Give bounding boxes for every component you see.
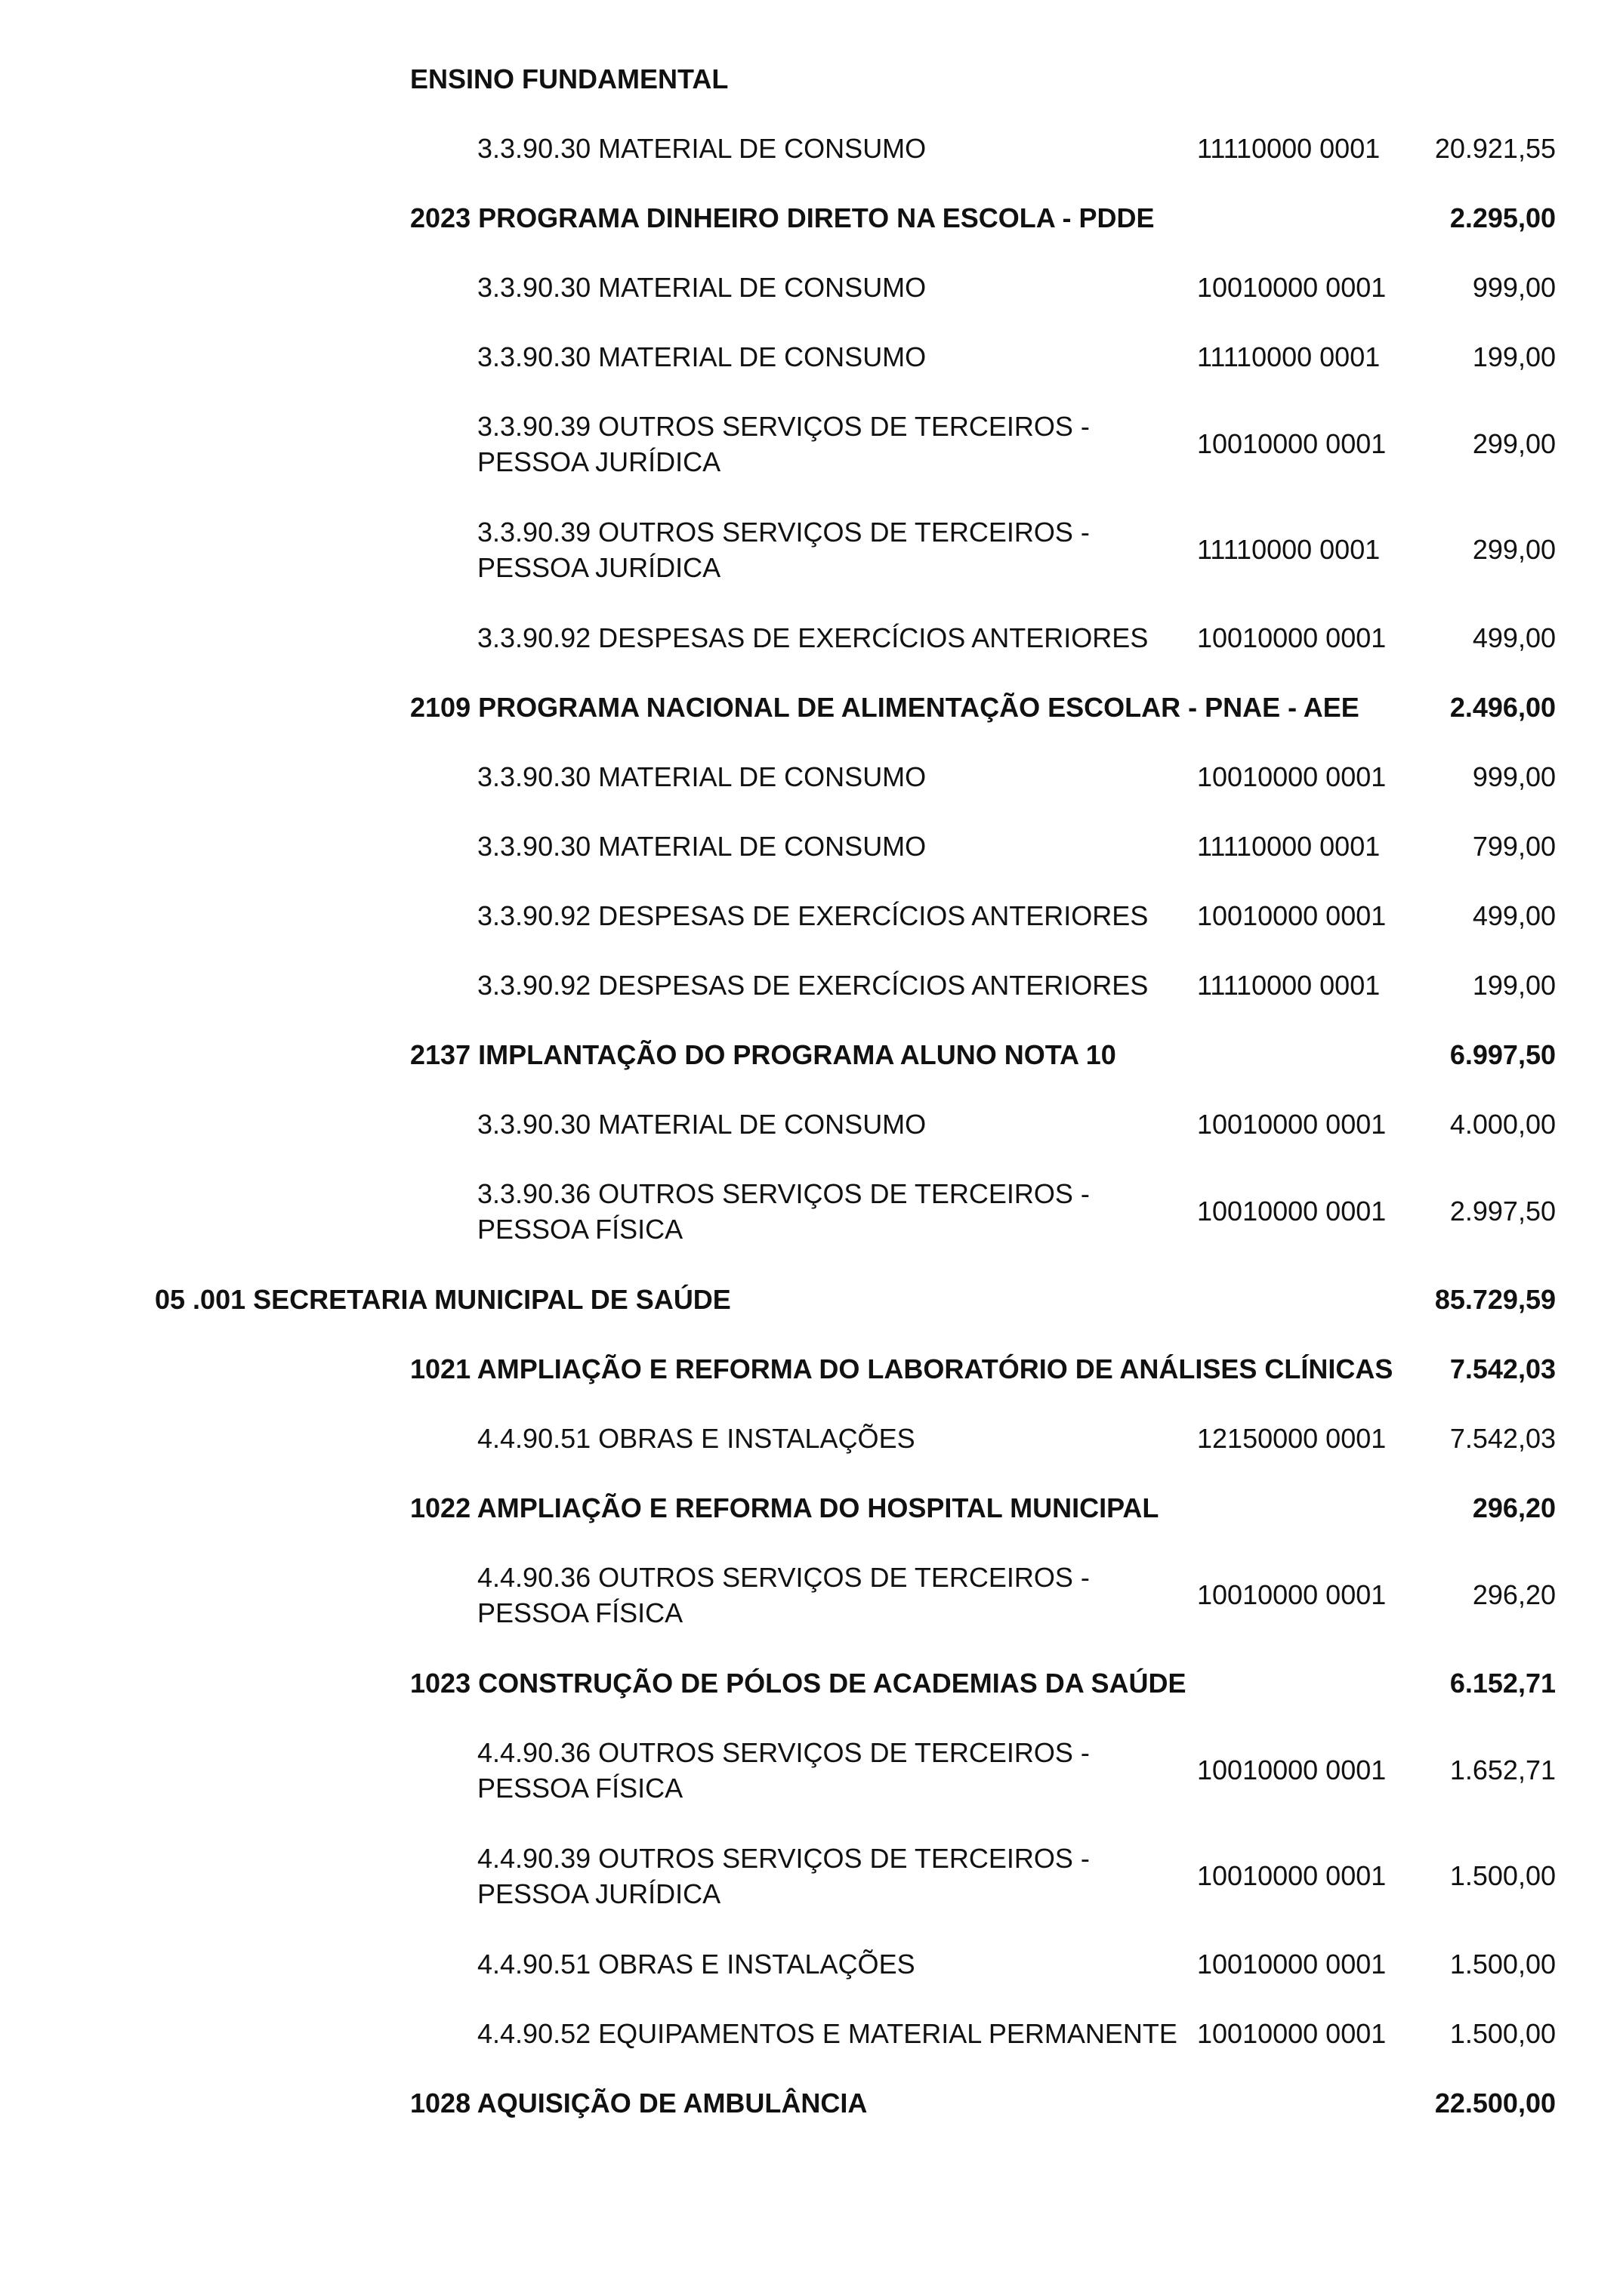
amount-value: 6.152,71	[1449, 1668, 1556, 1699]
amount-value: 999,00	[1472, 272, 1556, 303]
description-line-continuation: PESSOA FÍSICA	[477, 1597, 683, 1628]
row-description	[410, 1351, 1393, 1387]
amount-value: 1.500,00	[1449, 2018, 1556, 2049]
amount-value: 799,00	[1472, 831, 1556, 862]
row-description	[477, 2016, 1177, 2051]
amount-value: 1.500,00	[1449, 1949, 1556, 1980]
row-description	[477, 1176, 1090, 1247]
description-line: 3.3.90.30 MATERIAL DE CONSUMO	[477, 831, 927, 862]
source-code: 10010000 0001	[1197, 761, 1387, 792]
row-description	[477, 829, 926, 864]
source-code: 11110000 0001	[1197, 341, 1381, 372]
description-line: 3.3.90.39 OUTROS SERVIÇOS DE TERCEIROS -	[477, 411, 1090, 442]
amount-value: 7.542,03	[1449, 1423, 1556, 1454]
expense-row	[0, 1560, 1623, 1631]
description-line: 3.3.90.39 OUTROS SERVIÇOS DE TERCEIROS -	[477, 517, 1090, 548]
description-line: 1028 AQUISIÇÃO DE AMBULÂNCIA	[410, 2088, 868, 2119]
amount-value: 2.997,50	[1449, 1196, 1556, 1227]
amount-value: 2.295,00	[1449, 202, 1556, 233]
description-line: 3.3.90.92 DESPESAS DE EXERCÍCIOS ANTERIORES	[477, 622, 1149, 653]
description-line: 2137 IMPLANTAÇÃO DO PROGRAMA ALUNO NOTA 10	[410, 1039, 1116, 1070]
description-line: 4.4.90.51 OBRAS E INSTALAÇÕES	[477, 1949, 915, 1980]
amount-value: 20.921,55	[1434, 133, 1556, 164]
row-description	[477, 1421, 915, 1456]
description-line: 3.3.90.92 DESPESAS DE EXERCÍCIOS ANTERIORES	[477, 970, 1149, 1001]
amount-value: 85.729,59	[1434, 1284, 1556, 1315]
amount-value: 1.500,00	[1449, 1860, 1556, 1891]
description-line-continuation: PESSOA FÍSICA	[477, 1214, 683, 1245]
amount-value: 199,00	[1472, 970, 1556, 1001]
amount-value: 499,00	[1472, 622, 1556, 653]
description-line: 2023 PROGRAMA DINHEIRO DIRETO NA ESCOLA - PDDE	[410, 202, 1155, 233]
row-description	[477, 1841, 1090, 1912]
source-code: 10010000 0001	[1197, 1860, 1387, 1891]
description-line: 3.3.90.30 MATERIAL DE CONSUMO	[477, 341, 927, 372]
source-code: 11110000 0001	[1197, 831, 1381, 862]
description-line: 3.3.90.30 MATERIAL DE CONSUMO	[477, 761, 927, 792]
description-line: 2109 PROGRAMA NACIONAL DE ALIMENTAÇÃO ESCOLAR - PNAE - AEE	[410, 692, 1359, 723]
description-line-continuation: PESSOA FÍSICA	[477, 1773, 683, 1804]
row-description	[410, 61, 728, 97]
description-line: 3.3.90.30 MATERIAL DE CONSUMO	[477, 272, 927, 303]
amount-value: 296,20	[1472, 1492, 1556, 1523]
source-code: 10010000 0001	[1197, 1196, 1387, 1227]
description-line: ENSINO FUNDAMENTAL	[410, 63, 729, 94]
expense-row	[0, 409, 1623, 480]
row-description	[410, 2085, 867, 2121]
amount-value: 2.496,00	[1449, 692, 1556, 723]
row-description	[477, 1946, 915, 1982]
row-description	[477, 898, 1148, 934]
row-description	[477, 1735, 1090, 1806]
description-line: 3.3.90.92 DESPESAS DE EXERCÍCIOS ANTERIORES	[477, 900, 1149, 931]
amount-value: 299,00	[1472, 428, 1556, 459]
row-description	[410, 1665, 1186, 1701]
row-description	[155, 1282, 731, 1317]
source-code: 10010000 0001	[1197, 1949, 1387, 1980]
source-code: 10010000 0001	[1197, 1754, 1387, 1785]
description-line: 4.4.90.36 OUTROS SERVIÇOS DE TERCEIROS -	[477, 1737, 1090, 1768]
source-code: 10010000 0001	[1197, 1579, 1387, 1610]
row-description	[477, 131, 926, 166]
description-line: 4.4.90.36 OUTROS SERVIÇOS DE TERCEIROS -	[477, 1562, 1090, 1593]
source-code: 11110000 0001	[1197, 534, 1381, 565]
expense-row	[0, 1735, 1623, 1806]
amount-value: 4.000,00	[1449, 1109, 1556, 1140]
source-code: 10010000 0001	[1197, 2018, 1387, 2049]
row-description	[477, 620, 1148, 656]
row-description	[477, 514, 1090, 585]
row-description	[410, 200, 1154, 236]
amount-value: 299,00	[1472, 534, 1556, 565]
amount-value: 1.652,71	[1449, 1754, 1556, 1785]
amount-value: 7.542,03	[1449, 1353, 1556, 1384]
source-code: 12150000 0001	[1197, 1423, 1387, 1454]
description-line: 3.3.90.30 MATERIAL DE CONSUMO	[477, 1109, 927, 1140]
source-code: 10010000 0001	[1197, 900, 1387, 931]
row-description	[477, 270, 926, 305]
expense-row	[0, 514, 1623, 585]
row-description	[410, 1490, 1159, 1526]
row-description	[477, 409, 1090, 480]
row-description	[477, 339, 926, 375]
row-description	[477, 1106, 926, 1142]
description-line: 4.4.90.39 OUTROS SERVIÇOS DE TERCEIROS -	[477, 1843, 1090, 1874]
description-line: 4.4.90.52 EQUIPAMENTOS E MATERIAL PERMANENTE	[477, 2018, 1177, 2049]
description-line: 3.3.90.30 MATERIAL DE CONSUMO	[477, 133, 927, 164]
description-line: 05 .001 SECRETARIA MUNICIPAL DE SAÚDE	[155, 1284, 731, 1315]
expense-row	[0, 1176, 1623, 1247]
row-description	[477, 759, 926, 795]
source-code: 10010000 0001	[1197, 622, 1387, 653]
description-line: 1022 AMPLIAÇÃO E REFORMA DO HOSPITAL MUNICIPAL	[410, 1492, 1159, 1523]
row-description	[410, 690, 1359, 725]
description-line-continuation: PESSOA JURÍDICA	[477, 1878, 721, 1909]
expense-row	[0, 1841, 1623, 1912]
row-description	[477, 967, 1148, 1003]
description-line-continuation: PESSOA JURÍDICA	[477, 446, 721, 477]
description-line: 1021 AMPLIAÇÃO E REFORMA DO LABORATÓRIO DE ANÁLISES CLÍNICAS	[410, 1353, 1393, 1384]
amount-value: 199,00	[1472, 341, 1556, 372]
row-description	[477, 1560, 1090, 1631]
amount-value: 296,20	[1472, 1579, 1556, 1610]
amount-value: 22.500,00	[1434, 2088, 1556, 2119]
description-line: 4.4.90.51 OBRAS E INSTALAÇÕES	[477, 1423, 915, 1454]
amount-value: 999,00	[1472, 761, 1556, 792]
description-line-continuation: PESSOA JURÍDICA	[477, 552, 721, 583]
source-code: 11110000 0001	[1197, 133, 1381, 164]
source-code: 11110000 0001	[1197, 970, 1381, 1001]
source-code: 10010000 0001	[1197, 428, 1387, 459]
amount-value: 499,00	[1472, 900, 1556, 931]
amount-value: 6.997,50	[1449, 1039, 1556, 1070]
description-line: 1023 CONSTRUÇÃO DE PÓLOS DE ACADEMIAS DA SAÚDE	[410, 1668, 1186, 1699]
description-line: 3.3.90.36 OUTROS SERVIÇOS DE TERCEIROS -	[477, 1178, 1090, 1209]
row-description	[410, 1037, 1116, 1072]
source-code: 10010000 0001	[1197, 1109, 1387, 1140]
source-code: 10010000 0001	[1197, 272, 1387, 303]
